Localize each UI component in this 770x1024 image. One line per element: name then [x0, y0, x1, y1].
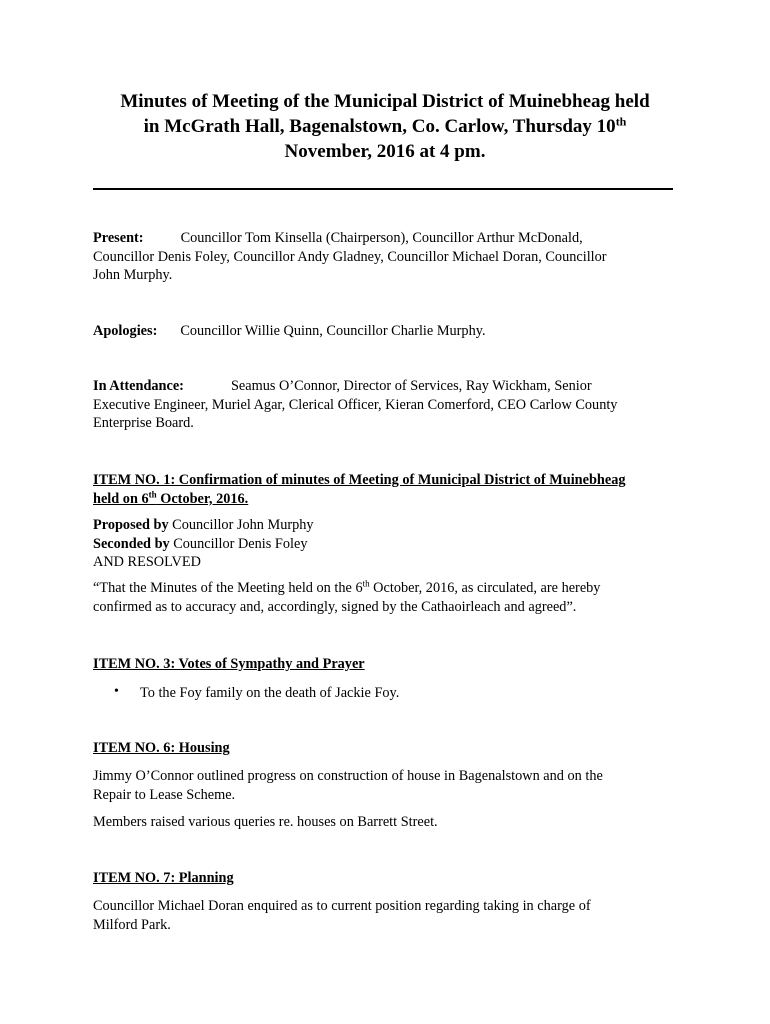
present-line-1: [93, 229, 683, 248]
item-6-paragraph-2: Members raised various queries re. houses on Barrett Street.: [93, 814, 438, 830]
proposed-label: Proposed by: [93, 517, 169, 533]
present-label: Present:: [93, 230, 144, 246]
item-1-heading-line-2: [93, 490, 683, 509]
bullet-icon: •: [114, 684, 119, 699]
apologies-section: [93, 322, 683, 341]
item-1-resolution: [93, 579, 683, 616]
title-line-2: [60, 114, 710, 139]
resolution-post: October, 2016, as circulated, are hereby: [369, 580, 601, 596]
item-7-paragraph: [93, 897, 683, 934]
seconded-text: Councillor Denis Foley: [169, 535, 308, 552]
page-title: [60, 89, 710, 164]
item-7-line-1: Councillor Michael Doran enquired as to current position regarding taking in charge of: [93, 898, 591, 914]
item-1-heading-line-1: ITEM NO. 1: Confirmation of minutes of Meeting of Municipal District of Muinebheag: [93, 472, 626, 488]
item-6-para-1-line-2: Repair to Lease Scheme.: [93, 786, 236, 803]
present-section: [93, 229, 683, 285]
proposed-line: [93, 516, 683, 535]
title-line-3: November, 2016 at 4 pm.: [284, 141, 486, 162]
item-3-heading: ITEM NO. 3: Votes of Sympathy and Prayer: [93, 656, 365, 672]
resolution-line-2: confirmed as to accuracy and, accordingly, signed by the Cathaoirleach and agreed”.: [93, 598, 577, 615]
item-7-heading: ITEM NO. 7: Planning: [93, 870, 234, 886]
item-1-heading: [93, 471, 683, 508]
item-6-paragraph-1: [93, 767, 683, 804]
title-superscript: th: [615, 114, 627, 129]
title-line-1: Minutes of Meeting of the Municipal District of Muinebheag held: [120, 91, 650, 112]
attendance-section: [93, 377, 683, 433]
resolution-sup: th: [362, 578, 370, 589]
apologies-label: Apologies:: [93, 323, 158, 339]
item-1-heading-pre: held on 6: [93, 490, 149, 507]
item-1-heading-sup: th: [148, 489, 157, 500]
present-line-2: Councillor Denis Foley, Councillor Andy Gladney, Councillor Michael Doran, Councillor: [93, 248, 607, 265]
item-3-bullet-text: To the Foy family on the death of Jackie Foy.: [140, 685, 400, 701]
resolved-line: AND RESOLVED: [93, 554, 201, 570]
item-6-heading: ITEM NO. 6: Housing: [93, 740, 230, 756]
attendance-label: In Attendance:: [93, 378, 184, 394]
item-1-motion: [93, 516, 683, 572]
present-line-3: John Murphy.: [93, 267, 173, 283]
proposed-text: Councillor John Murphy: [168, 517, 314, 533]
attendance-text-1: Seamus O’Connor, Director of Services, Ray Wickham, Senior: [230, 378, 592, 394]
seconded-line: [93, 535, 683, 554]
seconded-label: Seconded by: [93, 535, 170, 552]
apologies-text: Councillor Willie Quinn, Councillor Charlie Murphy.: [180, 323, 486, 339]
attendance-line-2: Executive Engineer, Muriel Agar, Clerical Officer, Kieran Comerford, CEO Carlow County: [93, 396, 618, 413]
attendance-line-1: [93, 377, 683, 396]
title-line-2-text: in McGrath Hall, Bagenalstown, Co. Carlow, Thursday 10: [143, 116, 616, 137]
item-6-para-1-line-1: Jimmy O’Connor outlined progress on construction of house in Bagenalstown and on the: [93, 768, 603, 784]
present-text-1: Councillor Tom Kinsella (Chairperson), Councillor Arthur McDonald,: [180, 230, 583, 246]
resolution-pre: “That the Minutes of the Meeting held on the 6: [93, 580, 363, 596]
item-1-heading-post: October, 2016.: [156, 490, 249, 507]
attendance-line-3: Enterprise Board.: [93, 415, 194, 431]
title-divider: [93, 188, 673, 190]
resolution-line-1: [93, 579, 683, 598]
item-7-line-2: Milford Park.: [93, 916, 171, 933]
